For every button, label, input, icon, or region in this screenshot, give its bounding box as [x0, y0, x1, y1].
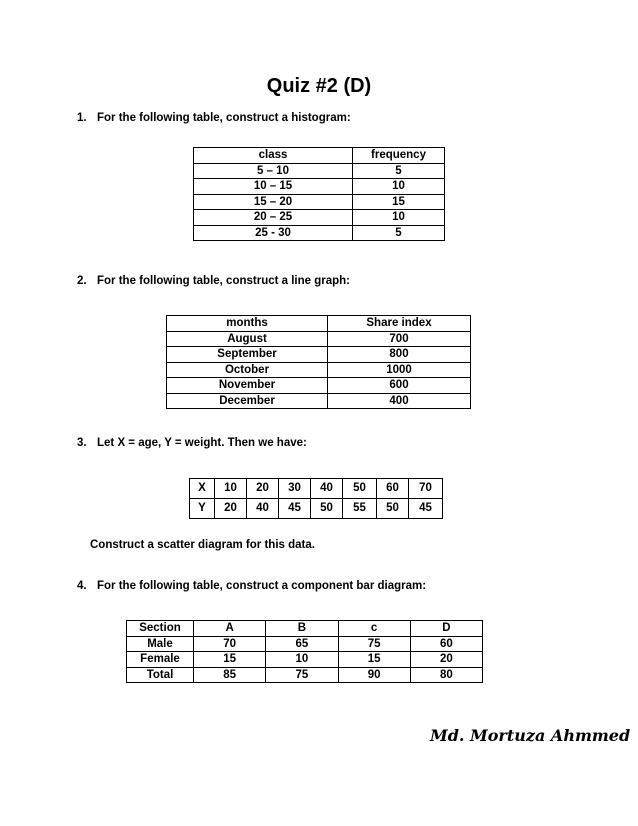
table-cell: 75 [266, 667, 338, 683]
component-bar-table [126, 620, 483, 683]
question-text: Let X = age, Y = weight. Then we have: [97, 437, 307, 449]
table-cell: Total [127, 667, 194, 683]
header-cell: class [194, 148, 353, 164]
table-header-row [127, 621, 483, 637]
header-cell: Section [127, 621, 194, 637]
line-graph-table [166, 315, 471, 409]
table-cell: 65 [266, 636, 338, 652]
table-cell: 15 [194, 652, 266, 668]
table-cell: 800 [328, 347, 471, 363]
question-text: For the following table, construct a component bar diagram: [97, 580, 427, 592]
table-cell: 400 [328, 393, 471, 409]
table-cell: 10 – 15 [194, 179, 353, 195]
table-cell: 80 [410, 667, 482, 683]
table-row [194, 210, 445, 226]
table-cell: 75 [338, 636, 410, 652]
table-cell: 5 [353, 163, 445, 179]
table-row [194, 225, 445, 241]
question-number: 3. [77, 437, 87, 449]
table-cell: 15 – 20 [194, 194, 353, 210]
table-cell: 50 [311, 499, 343, 519]
question-2 [77, 275, 350, 287]
table-cell: 600 [328, 378, 471, 394]
table-cell: 20 [410, 652, 482, 668]
question-number: 2. [77, 275, 87, 287]
question-3 [77, 437, 307, 449]
table-cell: 15 [338, 652, 410, 668]
table-cell: 55 [343, 499, 377, 519]
header-cell: frequency [353, 148, 445, 164]
table-cell: September [167, 347, 328, 363]
table-cell: 60 [377, 479, 409, 499]
table-row [167, 393, 471, 409]
table-cell: 25 - 30 [194, 225, 353, 241]
row-label-cell: X [190, 479, 215, 499]
table-row [167, 331, 471, 347]
table-header-row [194, 148, 445, 164]
table-row [167, 347, 471, 363]
header-cell: months [167, 316, 328, 332]
table-cell: 70 [194, 636, 266, 652]
table-row [194, 179, 445, 195]
table-row [167, 362, 471, 378]
table-cell: Female [127, 652, 194, 668]
table-cell: August [167, 331, 328, 347]
table-cell: 5 [353, 225, 445, 241]
table-cell: 45 [409, 499, 443, 519]
table-cell: 85 [194, 667, 266, 683]
question-1 [77, 112, 351, 124]
table-cell: 50 [343, 479, 377, 499]
header-cell: B [266, 621, 338, 637]
header-cell: D [410, 621, 482, 637]
table-cell: 50 [377, 499, 409, 519]
table-cell: 40 [247, 499, 279, 519]
question-number: 4. [77, 580, 87, 592]
table-cell: December [167, 393, 328, 409]
table-row-x [190, 479, 443, 499]
table-cell: 10 [353, 210, 445, 226]
table-header-row [167, 316, 471, 332]
table-cell: 700 [328, 331, 471, 347]
header-cell: Share index [328, 316, 471, 332]
table-cell: 60 [410, 636, 482, 652]
table-row [194, 163, 445, 179]
page-title: Quiz #2 (D) [266, 75, 372, 97]
question-3-instruction: Construct a scatter diagram for this data. [90, 539, 315, 551]
question-text: For the following table, construct a histogram: [97, 112, 351, 124]
header-cell: A [194, 621, 266, 637]
table-cell: 15 [353, 194, 445, 210]
author-signature: Md. Mortuza Ahmmed [430, 726, 631, 745]
question-text: For the following table, construct a line graph: [97, 275, 351, 287]
table-cell: 20 [247, 479, 279, 499]
table-cell: 90 [338, 667, 410, 683]
table-cell: 70 [409, 479, 443, 499]
table-cell: 20 [215, 499, 247, 519]
table-cell: Male [127, 636, 194, 652]
table-row [127, 667, 483, 683]
table-cell: 20 – 25 [194, 210, 353, 226]
table-cell: 10 [266, 652, 338, 668]
table-row [194, 194, 445, 210]
table-cell: 10 [215, 479, 247, 499]
table-row [127, 652, 483, 668]
table-cell: 5 – 10 [194, 163, 353, 179]
table-cell: 40 [311, 479, 343, 499]
table-cell: 45 [279, 499, 311, 519]
question-number: 1. [77, 112, 87, 124]
table-row [127, 636, 483, 652]
row-label-cell: Y [190, 499, 215, 519]
table-cell: 1000 [328, 362, 471, 378]
scatter-data-table [189, 478, 443, 519]
histogram-table [193, 147, 445, 241]
header-cell: c [338, 621, 410, 637]
table-row-y [190, 499, 443, 519]
table-cell: 30 [279, 479, 311, 499]
table-cell: 10 [353, 179, 445, 195]
table-row [167, 378, 471, 394]
table-cell: November [167, 378, 328, 394]
table-cell: October [167, 362, 328, 378]
question-4 [77, 580, 426, 592]
